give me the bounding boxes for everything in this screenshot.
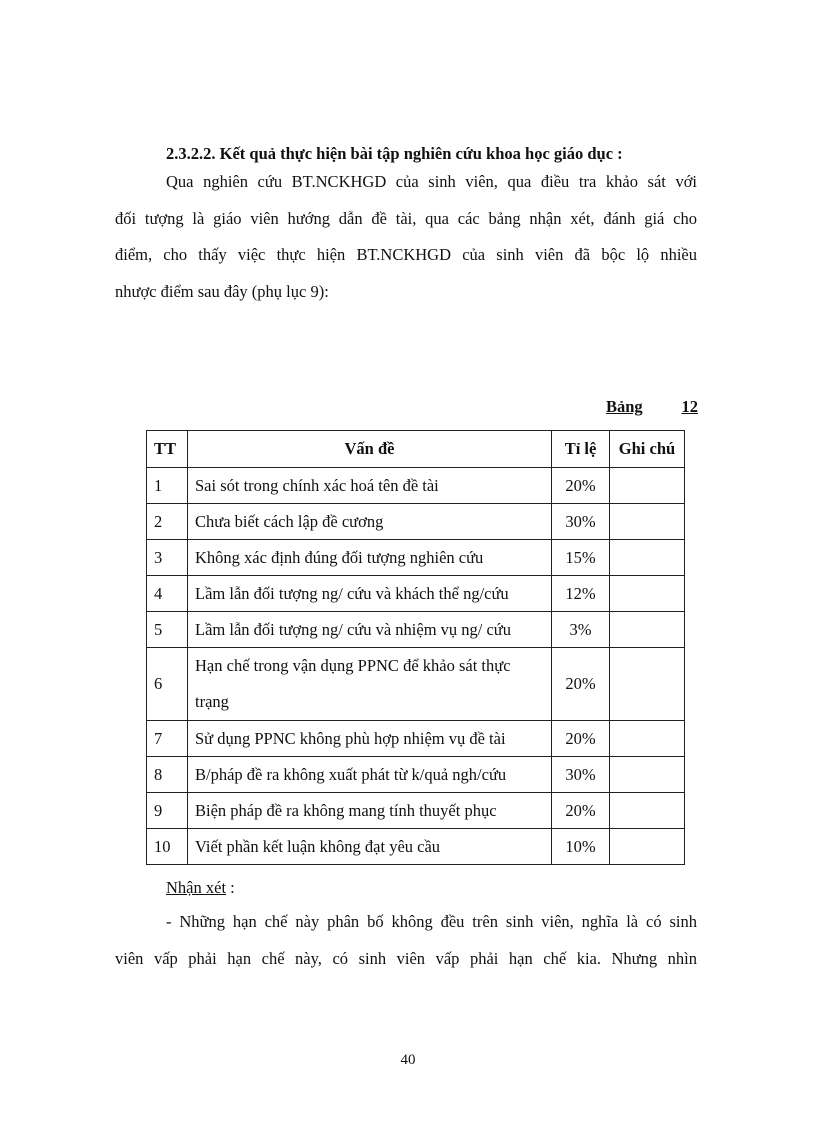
cell-issue-line: trạng [195,692,229,711]
intro-line: đối tượng là giáo viên hướng dẫn đề tài, qua các bảng nhận xét, đánh giá cho [115,208,697,228]
table-row [147,757,685,793]
header-note: Ghi chú [610,431,685,468]
cell-rate: 10% [552,829,610,865]
cell-tt: 7 [147,721,188,757]
table-header-row [147,431,685,468]
table-row [147,540,685,576]
cell-note [610,648,685,721]
header-rate: Tỉ lệ [552,431,610,468]
cell-note [610,721,685,757]
cell-tt: 4 [147,576,188,612]
cell-rate: 30% [552,504,610,540]
intro-line: điểm, cho thấy việc thực hiện BT.NCKHGD của sinh viên đã bộc lộ nhiều [115,245,697,264]
cell-issue: B/pháp đề ra không xuất phát từ k/quả ngh/cứu [188,757,552,793]
table-row [147,829,685,865]
cell-rate: 3% [552,612,610,648]
table-row [147,612,685,648]
table-row [147,793,685,829]
cell-note [610,829,685,865]
cell-issue: Viết phần kết luận không đạt yêu cầu [188,829,552,865]
cell-tt: 8 [147,757,188,793]
intro-line: Qua nghiên cứu BT.NCKHGD của sinh viên, qua điều tra khảo sát với [166,172,697,191]
cell-rate: 15% [552,540,610,576]
cell-note [610,576,685,612]
cell-issue: Biện pháp đề ra không mang tính thuyết phục [188,793,552,829]
cell-issue-line: Hạn chế trong vận dụng PPNC để khảo sát thực [195,656,511,675]
header-tt: TT [147,431,188,468]
remark-label [166,877,235,899]
cell-tt: 5 [147,612,188,648]
cell-issue: Lầm lẫn đối tượng ng/ cứu và khách thể ng/cứu [188,576,552,612]
cell-issue [188,648,552,721]
intro-paragraph [115,164,697,310]
cell-tt: 2 [147,504,188,540]
cell-rate: 30% [552,757,610,793]
table-row [147,576,685,612]
cell-rate: 20% [552,793,610,829]
cell-issue: Sai sót trong chính xác hoá tên đề tài [188,468,552,504]
remark-paragraph [115,904,697,977]
cell-note [610,504,685,540]
cell-tt: 1 [147,468,188,504]
cell-issue: Sử dụng PPNC không phù hợp nhiệm vụ đề tài [188,721,552,757]
cell-note [610,793,685,829]
cell-note [610,757,685,793]
remark-label-text: Nhận xét [166,878,227,897]
cell-tt: 10 [147,829,188,865]
cell-issue: Chưa biết cách lập đề cương [188,504,552,540]
table-row [147,504,685,540]
cell-note [610,468,685,504]
table-caption-number: 12 [681,397,698,416]
intro-line: nhược điểm sau đây (phụ lục 9): [115,281,329,301]
cell-note [610,612,685,648]
header-issue: Vấn đề [188,431,552,468]
page-number: 40 [400,1052,416,1068]
table-caption [606,396,698,418]
cell-rate: 12% [552,576,610,612]
cell-issue: Không xác định đúng đối tượng nghiên cứu [188,540,552,576]
cell-tt: 9 [147,793,188,829]
table-row [147,721,685,757]
cell-rate: 20% [552,468,610,504]
table-row [147,468,685,504]
issues-table [146,430,685,865]
cell-rate: 20% [552,721,610,757]
cell-issue: Lầm lẫn đối tượng ng/ cứu và nhiệm vụ ng/ cứu [188,612,552,648]
table-row [147,648,685,721]
cell-tt: 3 [147,540,188,576]
remark-line: viên vấp phải hạn chế này, có sinh viên vấp phải hạn chế kia. Nhưng nhìn [115,948,697,968]
remark-colon: : [226,878,235,897]
cell-tt: 6 [147,648,188,721]
table-caption-word: Bảng [606,397,643,416]
section-heading: 2.3.2.2. Kết quả thực hiện bài tập nghiên cứu khoa học giáo dục : [166,144,623,163]
cell-rate: 20% [552,648,610,721]
cell-note [610,540,685,576]
remark-line: - Những hạn chế này phân bố không đều trên sinh viên, nghĩa là có sinh [166,912,697,931]
